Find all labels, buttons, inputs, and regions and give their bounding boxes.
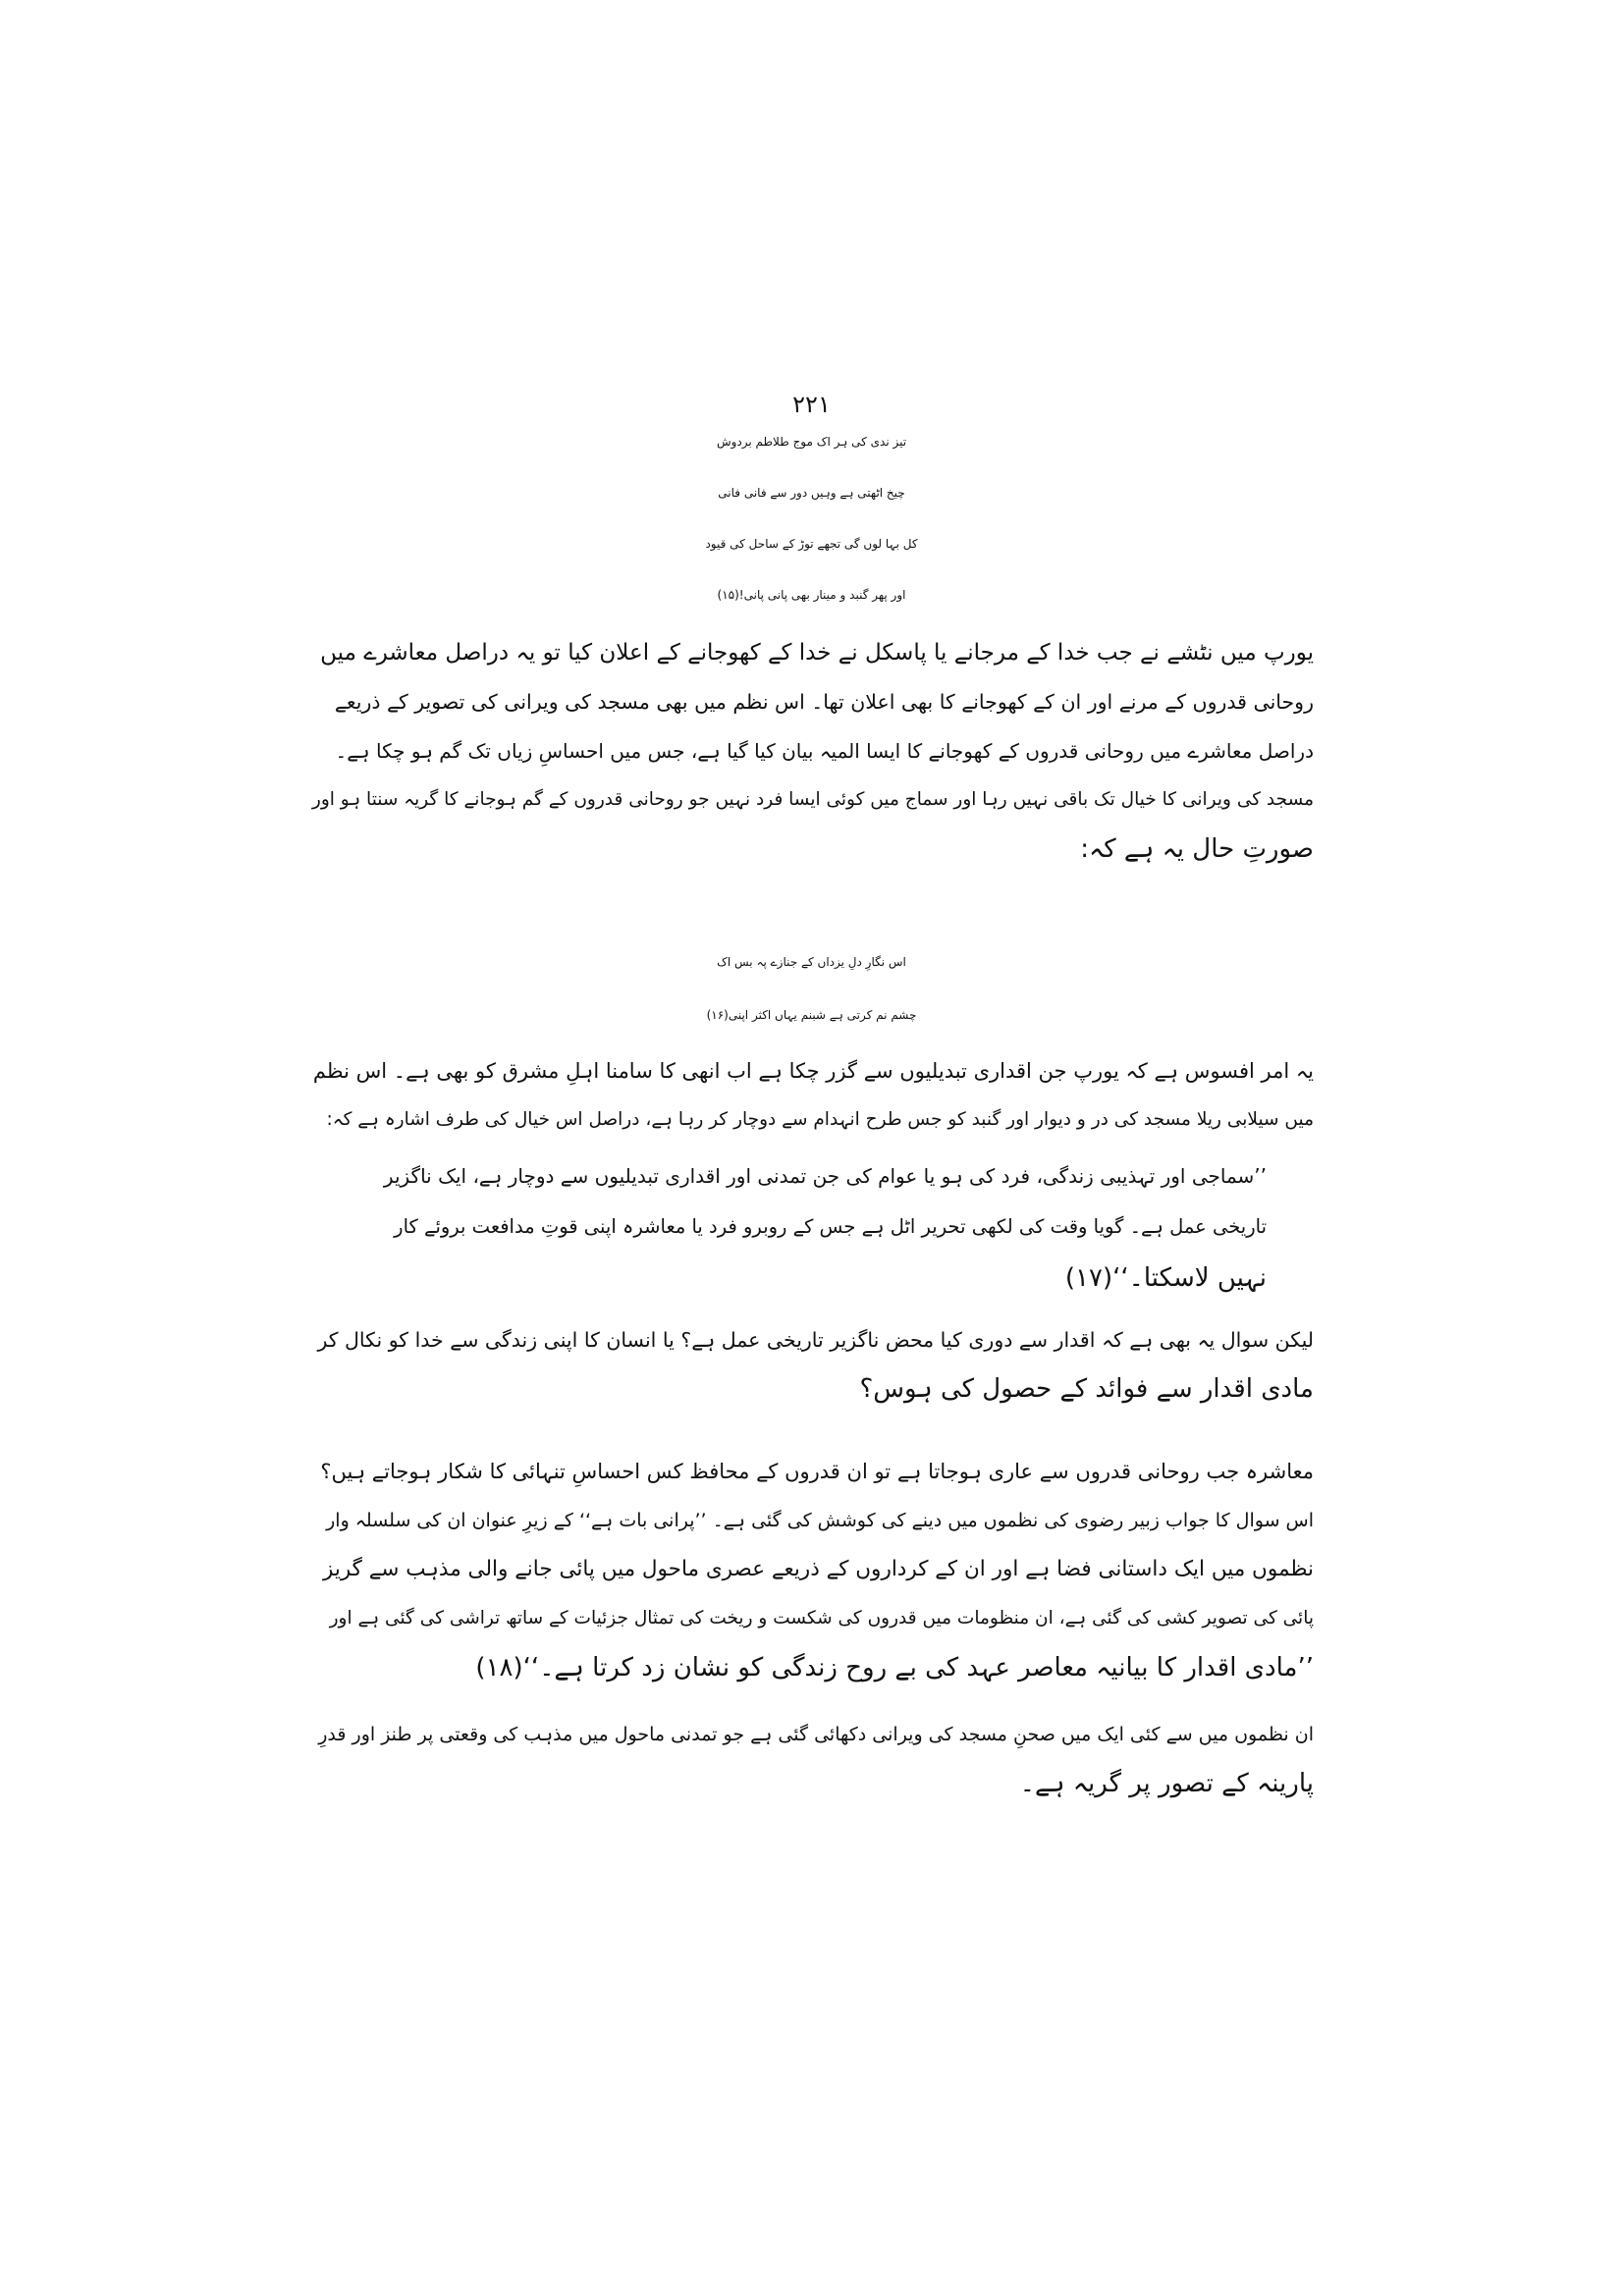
paragraph-1-line: مسجد کی ویرانی کا خیال تک باقی نہیں رہا اور سماج میں کوئی ایسا فرد نہیں جو روحانی قدروں کے گم ہوجانے کا گریہ سنتا ہو اور: [311, 789, 1314, 810]
quote-1-line: تاریخی عمل ہے۔ گویا وقت کی لکھی تحریر اٹل ہے جس کے روبرو فرد یا معاشرہ اپنی قوتِ مدافعت بروئے کار: [394, 1215, 1267, 1238]
paragraph-5-line: ان نظموں میں سے کئی ایک میں صحنِ مسجد کی ویرانی دکھائی گئی ہے جو تمدنی ماحول میں مذہب کی وقعتی پر طنز اور قدرِ: [318, 1724, 1314, 1745]
poem-1-line-4: اور پھر گنبد و مینار بھی پانی پانی!(۱۵): [717, 588, 906, 602]
poem-1-line-3: کل بہا لوں گی تجھے توڑ کے ساحل کی قیود: [705, 537, 918, 551]
paragraph-4-line: نظموں میں ایک داستانی فضا ہے اور ان کے کرداروں کے ذریعے عصری ماحول میں پائی جانے والی مذہب سے گریز: [322, 1557, 1314, 1581]
paragraph-5-line: پارینہ کے تصور پر گریہ ہے۔: [1019, 1769, 1314, 1798]
paragraph-1-line: روحانی قدروں کے مرنے اور ان کے کھوجانے کا بھی اعلان تھا۔ اس نظم میں بھی مسجد کی ویرانی کی تصویر کے ذریعے: [334, 690, 1314, 714]
poem-2-line-2: چشم نم کرتی ہے شبنم یہاں اکثر اپنی(۱۶): [706, 1008, 917, 1022]
paragraph-2-line: میں سیلابی ریلا مسجد کی در و دیوار اور گنبد کو جس طرح انہدام سے دوچار کر رہا ہے، دراصل اس خیال کی طرف اشارہ ہے کہ:: [326, 1109, 1314, 1130]
paragraph-1-line: دراصل معاشرے میں روحانی قدروں کے کھوجانے کا ایسا المیہ بیان کیا گیا ہے، جس میں احساسِ زیاں تک گم ہو چکا ہے۔: [335, 739, 1314, 763]
paragraph-2: [312, 1046, 1314, 1145]
paragraph-4-line: ’’مادی اقدار کا بیانیہ معاصر عہد کی بے روح زندگی کو نشان زد کرتا ہے۔‘‘(۱۸): [475, 1653, 1314, 1682]
paragraph-3-line: لیکن سوال یہ بھی ہے کہ اقدار سے دوری کیا محض ناگزیر تاریخی عمل ہے؟ یا انسان کا اپنی زندگی سے خدا کو نکال کر: [317, 1328, 1314, 1352]
block-quote-1: [378, 1150, 1267, 1304]
quote-1-line: ’’سماجی اور تہذیبی زندگی، فرد کی ہو یا عوام کی جن تمدنی اور اقداری تبدیلیوں سے دوچار ہے، ایک ناگزیر: [383, 1164, 1267, 1188]
paragraph-4: [312, 1447, 1314, 1692]
paragraph-5: [312, 1710, 1314, 1808]
quote-1-line: نہیں لاسکتا۔‘‘(۱۷): [1064, 1263, 1267, 1293]
poem-1-line-2: چیخ اٹھتی ہے وہیں دور سے فانی فانی: [718, 486, 905, 500]
paragraph-4-line: معاشرہ جب روحانی قدروں سے عاری ہوجاتا ہے تو ان قدروں کے محافظ کس احساسِ تنہائی کا شکار ہوجاتے ہیں؟: [320, 1460, 1314, 1483]
paragraph-1-line: صورتِ حال یہ ہے کہ:: [1080, 834, 1314, 864]
paragraph-3: [312, 1315, 1314, 1414]
paragraph-3-line: مادی اقدار سے فوائد کے حصول کی ہوس؟: [859, 1374, 1314, 1404]
poem-1-line-1: تیز ندی کی ہر اک موج طلاطم بردوش: [716, 435, 907, 449]
paragraph-2-line: یہ امر افسوس ہے کہ یورپ جن اقداری تبدیلیوں سے گزر چکا ہے اب انھی کا سامنا اہلِ مشرق کو بھی ہے۔ اس نظم: [312, 1059, 1314, 1083]
paragraph-1-line: یورپ میں نٹشے نے جب خدا کے مرجانے یا پاسکل نے خدا کے کھوجانے کے اعلان کیا تو یہ دراصل معاشرے میں: [320, 640, 1314, 666]
paragraph-4-line: پائی کی تصویر کشی کی گئی ہے، ان منظومات میں قدروں کی شکست و ریخت کی تمثال جزئیات کے ساتھ تراشی کی گئی ہے اور: [329, 1608, 1314, 1629]
page-number: ۲۲۱: [792, 391, 831, 418]
paragraph-1: [312, 628, 1314, 874]
poem-2-line-1: اس نگارِ دلِ یزداں کے جنازے پہ بس اک: [717, 955, 906, 969]
paragraph-4-line: اس سوال کا جواب زبیر رضوی کی نظموں میں دینے کی کوشش کی گئی ہے۔ ’’پرانی بات ہے‘‘ کے زیرِ عنوان ان کی سلسلہ وار: [326, 1510, 1314, 1531]
